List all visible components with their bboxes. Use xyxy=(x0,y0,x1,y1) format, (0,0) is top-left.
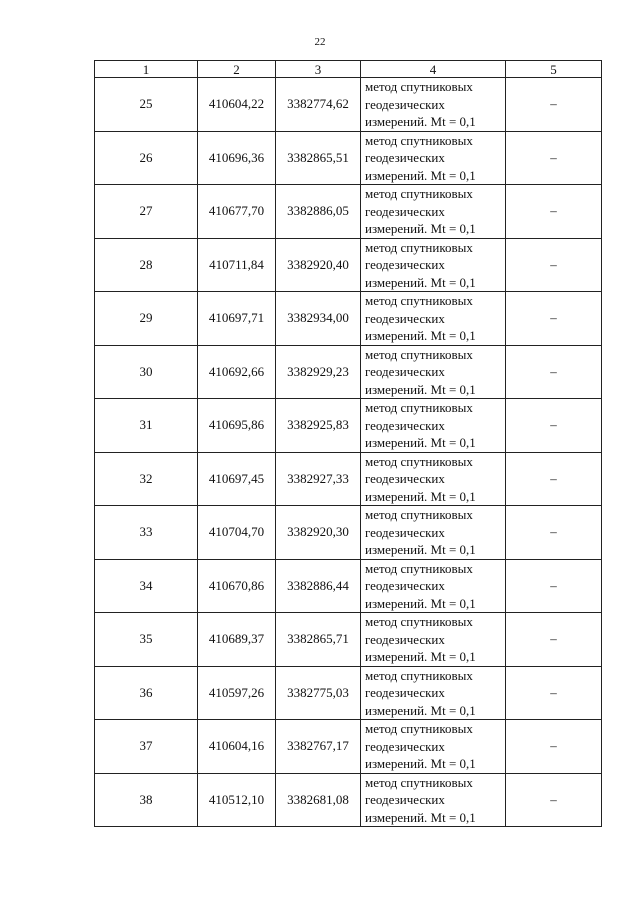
method-line: метод спутниковых xyxy=(365,79,473,94)
method-line: метод спутниковых xyxy=(365,774,473,790)
point-number-cell: 30 xyxy=(95,345,198,399)
method-line: геодезических xyxy=(365,524,445,540)
note-cell: – xyxy=(506,506,602,560)
method-line: геодезических xyxy=(365,417,445,433)
method-line: метод спутниковых xyxy=(365,507,473,522)
table-row xyxy=(95,559,602,613)
method-cell xyxy=(361,78,506,132)
note-cell: – xyxy=(506,613,602,667)
method-cell xyxy=(361,666,506,720)
x-coordinate-cell: 410604,22 xyxy=(198,78,276,132)
method-line: измерений. Mt = 0,1 xyxy=(365,381,476,397)
page-number: 22 xyxy=(314,36,326,48)
method-line: геодезических xyxy=(365,310,445,326)
method-line: геодезических xyxy=(365,738,445,754)
method-line: геодезических xyxy=(365,792,445,807)
x-coordinate-cell: 410512,10 xyxy=(198,773,276,827)
x-coordinate-cell: 410689,37 xyxy=(198,613,276,667)
method-line: геодезических xyxy=(365,578,445,593)
table-row xyxy=(95,238,602,292)
table-row xyxy=(95,666,602,720)
method-line: метод спутниковых xyxy=(365,614,473,629)
method-cell xyxy=(361,559,506,613)
y-coordinate-cell: 3382934,00 xyxy=(276,292,361,346)
header-col-1: 1 xyxy=(95,61,198,78)
method-line: геодезических xyxy=(365,150,445,165)
header-col-2: 2 xyxy=(198,61,276,78)
point-number-cell: 36 xyxy=(95,666,198,720)
note-cell: – xyxy=(506,131,602,185)
point-number-cell: 32 xyxy=(95,452,198,506)
table-row xyxy=(95,345,602,399)
table-row xyxy=(95,131,602,185)
x-coordinate-cell: 410670,86 xyxy=(198,559,276,613)
point-number-cell: 31 xyxy=(95,399,198,453)
note-cell: – xyxy=(506,559,602,613)
method-line: геодезических xyxy=(365,203,445,219)
table-row xyxy=(95,506,602,560)
note-cell: – xyxy=(506,345,602,399)
note-cell: – xyxy=(506,185,602,239)
point-number-cell: 25 xyxy=(95,78,198,132)
x-coordinate-cell: 410697,45 xyxy=(198,452,276,506)
method-line: геодезических xyxy=(365,631,445,647)
x-coordinate-cell: 410604,16 xyxy=(198,720,276,774)
method-line: метод спутниковых xyxy=(365,400,473,415)
point-number-cell: 35 xyxy=(95,613,198,667)
table-row xyxy=(95,399,602,453)
method-line: метод спутниковых xyxy=(365,346,473,362)
point-number-cell: 29 xyxy=(95,292,198,346)
note-cell: – xyxy=(506,666,602,720)
method-line: геодезических xyxy=(365,257,445,272)
method-line: измерений. Mt = 0,1 xyxy=(365,328,476,343)
point-number-cell: 37 xyxy=(95,720,198,774)
method-line: геодезических xyxy=(365,96,445,112)
x-coordinate-cell: 410692,66 xyxy=(198,345,276,399)
table-body xyxy=(95,78,602,827)
table-row xyxy=(95,185,602,239)
method-cell xyxy=(361,613,506,667)
method-line: метод спутниковых xyxy=(365,560,473,576)
note-cell: – xyxy=(506,238,602,292)
method-line: измерений. Mt = 0,1 xyxy=(365,756,476,771)
table-row xyxy=(95,292,602,346)
x-coordinate-cell: 410677,70 xyxy=(198,185,276,239)
method-line: измерений. Mt = 0,1 xyxy=(365,542,476,557)
method-line: измерений. Mt = 0,1 xyxy=(365,488,476,504)
y-coordinate-cell: 3382920,30 xyxy=(276,506,361,560)
x-coordinate-cell: 410695,86 xyxy=(198,399,276,453)
y-coordinate-cell: 3382681,08 xyxy=(276,773,361,827)
coordinates-table xyxy=(94,60,602,827)
table-row xyxy=(95,613,602,667)
table-row xyxy=(95,452,602,506)
method-cell xyxy=(361,131,506,185)
method-line: метод спутниковых xyxy=(365,667,473,683)
method-line: геодезических xyxy=(365,364,445,379)
note-cell: – xyxy=(506,773,602,827)
x-coordinate-cell: 410696,36 xyxy=(198,131,276,185)
x-coordinate-cell: 410711,84 xyxy=(198,238,276,292)
note-cell: – xyxy=(506,452,602,506)
point-number-cell: 27 xyxy=(95,185,198,239)
point-number-cell: 26 xyxy=(95,131,198,185)
x-coordinate-cell: 410597,26 xyxy=(198,666,276,720)
table-row xyxy=(95,720,602,774)
table-row xyxy=(95,773,602,827)
method-line: метод спутниковых xyxy=(365,239,473,255)
y-coordinate-cell: 3382865,71 xyxy=(276,613,361,667)
method-cell xyxy=(361,773,506,827)
method-line: метод спутниковых xyxy=(365,186,473,201)
method-cell xyxy=(361,238,506,292)
method-line: измерений. Mt = 0,1 xyxy=(365,221,476,236)
method-line: метод спутниковых xyxy=(365,453,473,469)
point-number-cell: 28 xyxy=(95,238,198,292)
method-cell xyxy=(361,452,506,506)
point-number-cell: 38 xyxy=(95,773,198,827)
header-col-3: 3 xyxy=(276,61,361,78)
method-line: метод спутниковых xyxy=(365,132,473,148)
method-cell xyxy=(361,399,506,453)
x-coordinate-cell: 410704,70 xyxy=(198,506,276,560)
note-cell: – xyxy=(506,720,602,774)
y-coordinate-cell: 3382774,62 xyxy=(276,78,361,132)
table-row xyxy=(95,78,602,132)
y-coordinate-cell: 3382886,44 xyxy=(276,559,361,613)
y-coordinate-cell: 3382927,33 xyxy=(276,452,361,506)
note-cell: – xyxy=(506,399,602,453)
point-number-cell: 33 xyxy=(95,506,198,560)
method-cell xyxy=(361,185,506,239)
method-cell xyxy=(361,292,506,346)
method-line: измерений. Mt = 0,1 xyxy=(365,167,476,183)
method-line: измерений. Mt = 0,1 xyxy=(365,114,476,129)
note-cell: – xyxy=(506,78,602,132)
note-cell: – xyxy=(506,292,602,346)
y-coordinate-cell: 3382920,40 xyxy=(276,238,361,292)
header-col-4: 4 xyxy=(361,61,506,78)
method-line: геодезических xyxy=(365,685,445,700)
method-line: измерений. Mt = 0,1 xyxy=(365,649,476,664)
method-line: измерений. Mt = 0,1 xyxy=(365,274,476,290)
header-row xyxy=(95,61,602,78)
y-coordinate-cell: 3382865,51 xyxy=(276,131,361,185)
method-line: геодезических xyxy=(365,471,445,486)
header-col-5: 5 xyxy=(506,61,602,78)
y-coordinate-cell: 3382925,83 xyxy=(276,399,361,453)
method-line: измерений. Mt = 0,1 xyxy=(365,702,476,718)
y-coordinate-cell: 3382886,05 xyxy=(276,185,361,239)
method-line: измерений. Mt = 0,1 xyxy=(365,595,476,611)
method-line: метод спутниковых xyxy=(365,721,473,736)
point-number-cell: 34 xyxy=(95,559,198,613)
method-line: измерений. Mt = 0,1 xyxy=(365,809,476,825)
table-header xyxy=(95,61,602,78)
method-line: метод спутниковых xyxy=(365,293,473,308)
method-cell xyxy=(361,506,506,560)
y-coordinate-cell: 3382929,23 xyxy=(276,345,361,399)
method-line: измерений. Mt = 0,1 xyxy=(365,435,476,450)
method-cell xyxy=(361,720,506,774)
x-coordinate-cell: 410697,71 xyxy=(198,292,276,346)
method-cell xyxy=(361,345,506,399)
y-coordinate-cell: 3382767,17 xyxy=(276,720,361,774)
y-coordinate-cell: 3382775,03 xyxy=(276,666,361,720)
